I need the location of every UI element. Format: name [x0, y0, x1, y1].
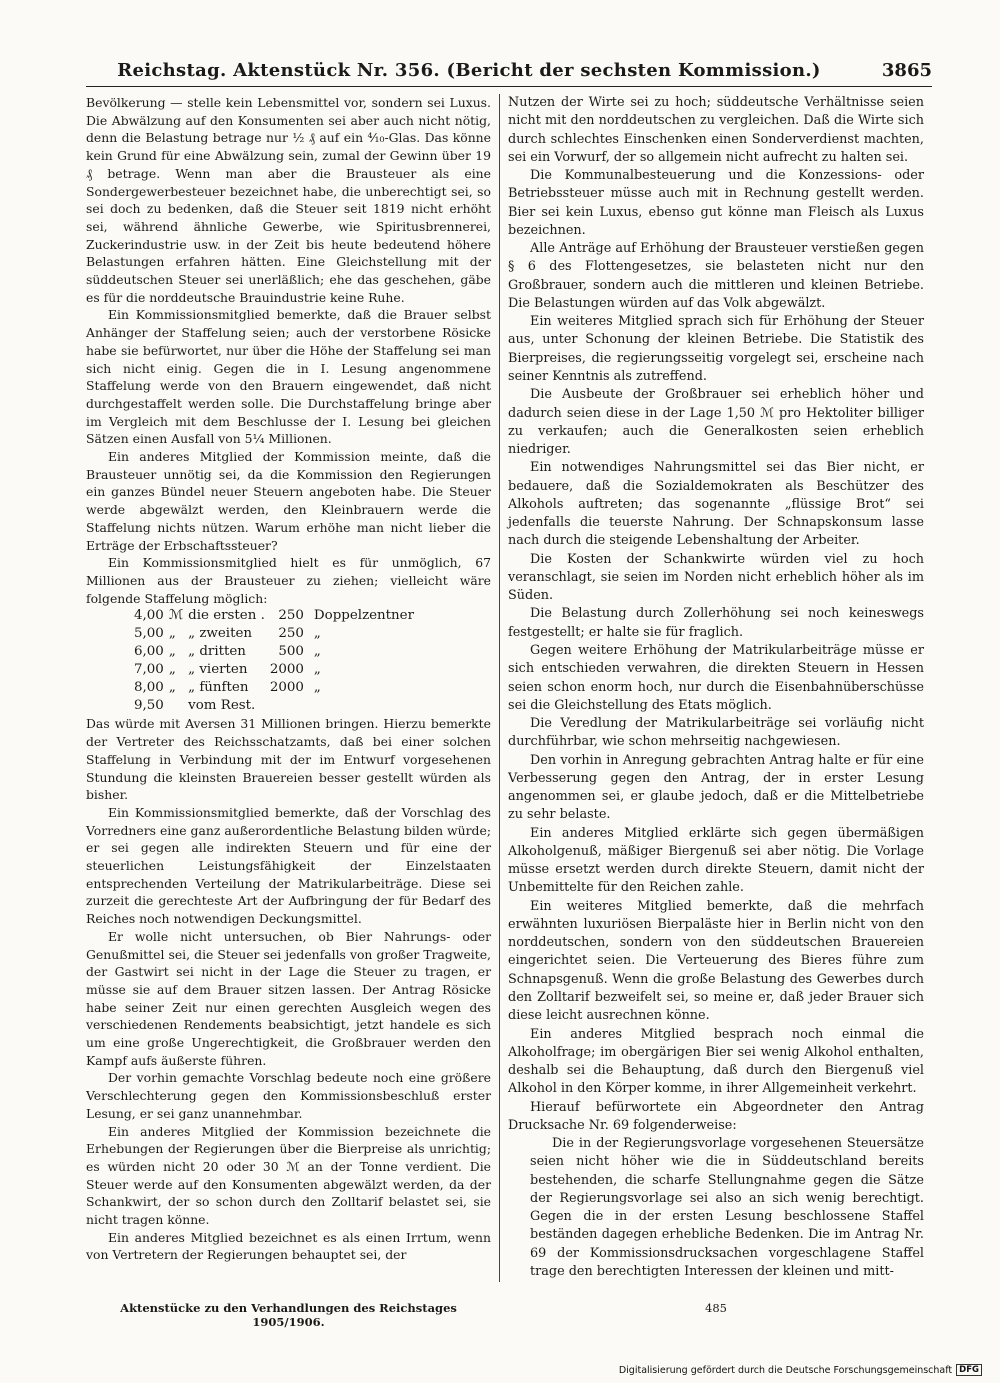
measure-cell: „ — [313, 662, 321, 678]
left-column — [86, 94, 491, 1264]
paragraph: Gegen weitere Erhöhung der Matrikularbeiträge müsse er sich entschieden verwahren, die direkten Steuern in Hessen seien schon enorm hoch, nur durch die Eisenbahnüberschüsse sei die Gleichstellung des Etats möglich. — [508, 642, 924, 713]
paragraph: Ein anderes Mitglied der Kommission meinte, daß die Brausteuer unnötig sei, da die Kommission den Regierungen ein ganzes Bündel neuer Steuern angeboten habe. Die Steuer werde abgewälzt werden, den Kleinbrauern werde die Staffelung nichts nützen. Warum erhöhe man nicht lieber die Erträge der Erbschaftssteuer? — [86, 449, 491, 553]
amount-cell: 250 — [278, 608, 304, 624]
table-row — [134, 661, 419, 679]
quoted-motion: Die in der Regierungsvorlage vorgesehenen Steuersätze seien nicht höher wie die in Süddeutschland bereits bestehenden, die scharfe Stellungnahme gegen die Sätze der Regierungsvorlage sei also an sich wenig berechtigt. Gegen die in der ersten Lesung beschlossene Staffel beständen dagegen erhebliche Bedenken. Die im Antrag Nr. 69 der Kommissionsdrucksachen vorgeschlagene Staffel trage den berechtigten Interessen der kleinen und mitt- — [530, 1136, 924, 1279]
rate-cell: 9,50 — [134, 698, 164, 714]
label-cell: „ fünften — [188, 680, 249, 696]
unit-cell: „ — [168, 662, 176, 678]
paragraph: Nutzen der Wirte sei zu hoch; süddeutsche Verhältnisse seien nicht mit den norddeutschen zu vergleichen. Daß die Wirte sich durch schlechtes Einschenken einen Sonderverdienst machten, sei ein Vorwurf, der so allgemein nicht aufrecht zu halten sei. — [508, 95, 924, 165]
paragraph: Der vorhin gemachte Vorschlag bedeute noch eine größere Verschlechterung gegen den Kommissionsbeschluß erster Lesung, er sei ganz unannehmbar. — [86, 1070, 491, 1121]
paragraph: Alle Anträge auf Erhöhung der Brausteuer verstießen gegen § 6 des Flottengesetzes, sie belasteten nicht nur den Großbrauer, sondern auch die mittleren und kleinen Betriebe. Die Belastungen würden auf das Volk abgewälzt. — [508, 241, 924, 311]
amount-cell: 500 — [278, 644, 304, 660]
paragraph: Ein anderes Mitglied erklärte sich gegen übermäßigen Alkoholgenuß, mäßiger Biergenuß sei aber nötig. Die Vorlage müsse ersetzt werden durch direkte Steuern, damit nicht der Unbemittelte für den Reichen zahle. — [508, 825, 924, 896]
paragraph: Ein weiteres Mitglied sprach sich für Erhöhung der Steuer aus, unter Schonung der kleinen Betriebe. Die Statistik des Bierpreises, die regierungsseitig vorgelegt sei, erscheine nach seiner Kenntnis als zutreffend. — [508, 314, 924, 384]
paragraph: Ein notwendiges Nahrungsmittel sei das Bier nicht, er bedauere, daß die Sozialdemokraten als Beschützer des Alkohols auftreten; das sogenannte „flüssige Brot“ sei jedenfalls die teuerste Nahrung. Der Schnapskonsum lasse nach durch die steigende Lebenshaltung der Arbeiter. — [508, 460, 924, 549]
right-column — [508, 94, 924, 1281]
rate-cell: 5,00 — [134, 626, 164, 642]
footer-series-title: Aktenstücke zu den Verhandlungen des Reichstages 1905/1906. — [120, 1301, 457, 1329]
page-number: 3865 — [881, 60, 932, 81]
amount-cell: 2000 — [269, 680, 304, 696]
digitization-credit — [619, 1364, 982, 1376]
paragraph: Bevölkerung — stelle kein Lebensmittel vor, sondern sei Luxus. Die Abwälzung auf den Konsumenten sei aber auch nicht nötig, denn die Belastung betrage nur ½ ₰ auf ein ⁴⁄₁₀-Glas. Das könne kein Grund für eine Abwälzung sein, zumal der Gewinn über 19 ₰ betrage. Wenn man aber die Brausteuer als eine Sondergewerbesteuer bezeichnet habe, die unberechtigt sei, so sei doch zu bedenken, daß die Steuer seit 1819 nicht erhöht sei, während ähnliche Gewerbe, wie Spiritusbrennerei, Zuckerindustrie usw. in der Zeit bis heute bedeutend höhere Belastungen erfahren hätten. Eine Gleichstellung mit der süddeutschen Steuer sei unerläßlich; ehe das geschehen, gäbe es für die norddeutsche Brauindustrie keine Ruhe. — [86, 95, 491, 305]
paragraph: Das würde mit Aversen 31 Millionen bringen. Hierzu bemerkte der Vertreter des Reichsschatzamts, daß bei einer solchen Staffelung in Verbindung mit der im Entwurf vorgesehenen Stundung die kleinsten Brauereien besser gestellt würden als bisher. — [86, 716, 491, 803]
table-row — [134, 643, 419, 661]
table-row — [134, 679, 419, 697]
unit-cell — [169, 697, 188, 715]
amount-cell: 2000 — [269, 662, 304, 678]
page-header — [86, 54, 932, 88]
paragraph: Die Veredlung der Matrikularbeiträge sei vorläufig nicht durchführbar, wie schon mehrseitig nachgewiesen. — [508, 716, 924, 750]
paragraph: Ein anderes Mitglied der Kommission bezeichnete die Erhebungen der Regierungen über die Bierpreise als unrichtig; es würden nicht 20 oder 30 ℳ an der Tonne verdient. Die Steuer werde auf den Konsumenten abgewälzt werden, da der Schankwirt, der so schon durch den Zolltarif belastet sei, sie nicht tragen könne. — [86, 1123, 491, 1228]
table-row — [134, 697, 419, 715]
paragraph: Die Belastung durch Zollerhöhung sei noch keineswegs festgestellt; er halte sie für fraglich. — [508, 606, 924, 640]
paragraph: Die Kommunalbesteuerung und die Konzessions- oder Betriebssteuer müsse auch mit in Rechnung gestellt werden. Bier sei kein Luxus, ebenso gut könne man Fleisch als Luxus bezeichnen. — [508, 168, 924, 238]
label-cell: „ vierten — [188, 662, 248, 678]
paragraph: Hierauf befürwortete ein Abgeordneter den Antrag Drucksache Nr. 69 folgenderweise: — [508, 1099, 924, 1133]
running-title: Reichstag. Aktenstück Nr. 356. (Bericht der sechsten Kommission.) — [117, 60, 821, 81]
label-cell: vom Rest. — [188, 698, 256, 714]
column-divider — [499, 94, 500, 1282]
paragraph: Ein Kommissionsmitglied bemerkte, daß die Brauer selbst Anhänger der Staffelung seien; auch der verstorbene Rösicke habe sie befürwortet, nur über die Höhe der Staffelung sei man sich nicht einig. Gegen die in I. Lesung angenommene Staffelung werde von den Brauern eingewendet, daß nicht durchgestaffelt werden solle. Die Durchstaffelung bringe aber im Vergleich mit dem Beschlusse der I. Lesung bei gleichen Sätzen einen Ausfall von 5¼ Millionen. — [86, 307, 491, 447]
rate-cell: 4,00 — [134, 608, 164, 624]
amount-cell — [270, 697, 314, 715]
paragraph: Die Ausbeute der Großbrauer sei erheblich höher und dadurch seien diese in der Lage 1,50 ℳ pro Hektoliter billiger zu verkaufen; auch die Generalkosten seien erheblich niedriger. — [508, 387, 924, 458]
footer-sheet-number: 485 — [705, 1301, 727, 1315]
paragraph: Ein Kommissionsmitglied bemerkte, daß der Vorschlag des Vorredners eine ganz außerordentliche Belastung bilden würde; er sei gegen alle indirekten Steuern und für eine der steuerlichen Leistungsfähigkeit der Einzelstaaten entsprechenden Verteilung der Matrikularbeiträge. Diese sei zurzeit die gerechteste Art der Aufbringung der für Bedarf des Reiches noch notwendigen Deckungsmittel. — [86, 804, 491, 927]
rate-cell: 7,00 — [134, 662, 164, 678]
label-cell: „ zweiten — [188, 626, 253, 642]
paragraph: Ein Kommissionsmitglied hielt es für unmöglich, 67 Millionen aus der Brausteuer zu ziehen; vielleicht wäre folgende Staffelung möglich: — [86, 555, 491, 606]
dfg-logo: DFG — [956, 1364, 982, 1376]
table-row — [134, 607, 419, 625]
unit-cell: „ — [168, 626, 176, 642]
unit-cell: „ — [168, 644, 176, 660]
label-cell: die ersten . — [188, 608, 265, 624]
unit-cell: ℳ — [168, 608, 184, 624]
measure-cell: „ — [313, 680, 321, 696]
label-cell: „ dritten — [188, 644, 246, 660]
paragraph: Ein anderes Mitglied bezeichnet es als einen Irrtum, wenn von Vertretern der Regierungen behauptet sei, der — [86, 1229, 491, 1263]
paragraph: Den vorhin in Anregung gebrachten Antrag halte er für eine Verbesserung gegen den Antrag, der in erster Lesung angenommen sei, er glaube jedoch, daß er die Mittelbetriebe zu sehr belaste. — [508, 752, 924, 823]
rate-cell: 8,00 — [134, 680, 164, 696]
paragraph: Die Kosten der Schankwirte würden viel zu hoch veranschlagt, sie seien im Norden nicht erheblich höher als im Süden. — [508, 551, 924, 604]
rate-cell: 6,00 — [134, 644, 164, 660]
credit-text: Digitalisierung gefördert durch die Deutsche Forschungsgemeinschaft — [618, 1364, 953, 1376]
measure-cell — [314, 697, 419, 715]
amount-cell: 250 — [278, 626, 304, 642]
unit-cell: „ — [168, 680, 176, 696]
paragraph: Ein weiteres Mitglied bemerkte, daß die mehrfach erwähnten luxuriösen Bierpaläste hier in Berlin nicht von den norddeutschen, sondern von den süddeutschen Brauereien eingerichtet seien. Die Verteuerung des Bieres führe zum Schnapsgenuß. Wenn die große Belastung des Gewerbes durch den Zolltarif bezweifelt sei, so meine er, daß jeder Brauer sich diese leicht ausrechnen könne. — [508, 898, 924, 1024]
paragraph: Ein anderes Mitglied besprach noch einmal die Alkoholfrage; im obergärigen Bier sei wenig Alkohol enthalten, deshalb sei die Behauptung, daß durch den Biergenuß viel Alkohol in den Körper komme, in ihrer Allgemeinheit verkehrt. — [508, 1026, 924, 1097]
measure-cell: Doppelzentner — [313, 608, 415, 624]
paragraph: Er wolle nicht untersuchen, ob Bier Nahrungs- oder Genußmittel sei, die Steuer sei jedenfalls von großer Tragweite, der Gastwirt sei nicht in der Lage die Steuer zu tragen, er müsse sie auf dem Brauer sitzen lassen. Der Antrag Rösicke habe seiner Zeit nur einen gerechten Ausgleich wegen des verschiedenen Rendements beabsichtigt, jetzt handele es sich um eine große Ungerechtigkeit, die Großbrauer werden den Kampf aufs äußerste führen. — [86, 928, 491, 1068]
measure-cell: „ — [313, 626, 321, 642]
header-rule — [86, 86, 932, 87]
table-row — [134, 625, 419, 643]
staffel-table — [134, 607, 419, 715]
measure-cell: „ — [313, 644, 321, 660]
